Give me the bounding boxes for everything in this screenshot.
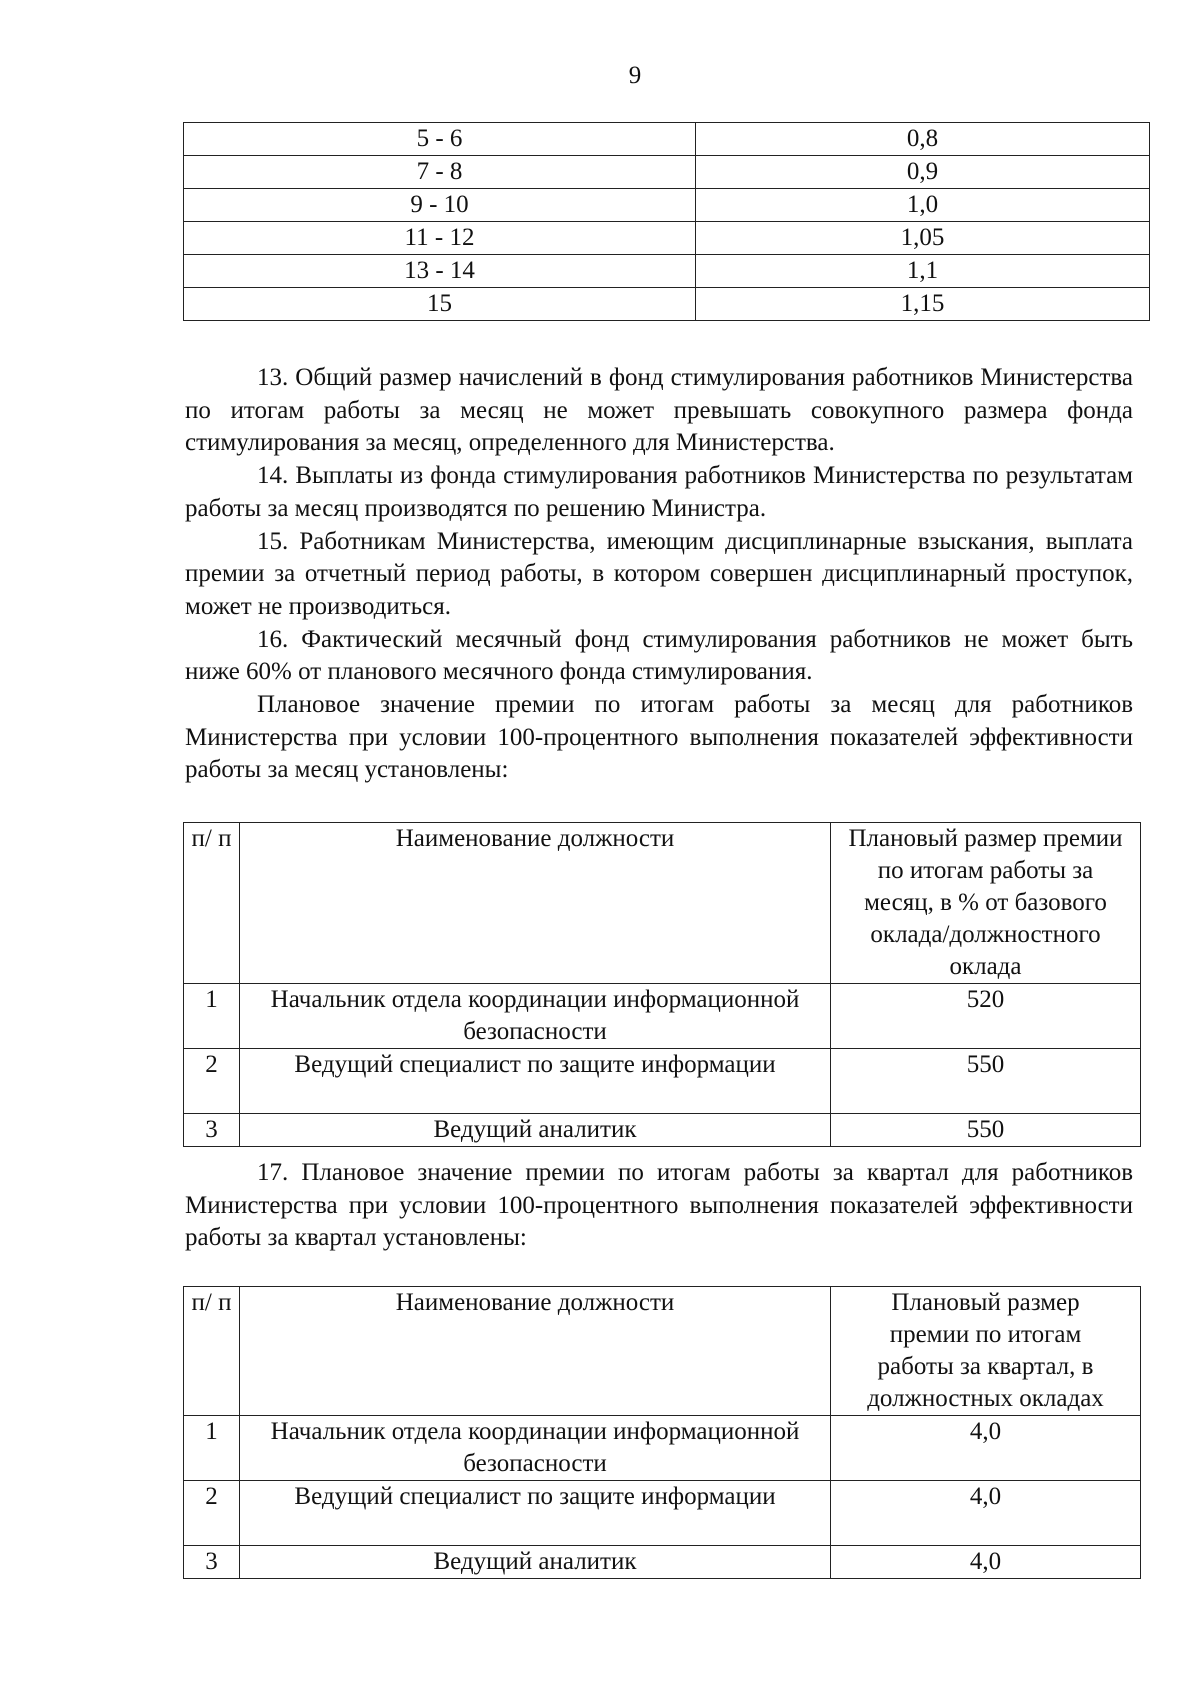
table-row	[184, 1481, 1141, 1546]
page-number: 9	[628, 62, 642, 89]
table-row	[184, 222, 1150, 255]
row-position: Ведущий специалист по защите информации	[240, 1049, 831, 1114]
paragraph-13: 13. Общий размер начислений в фонд стимулирования работников Министерства по итогам работы за месяц не может превышать совокупного размера фонда стимулирования за месяц, определенного для Министерства.	[185, 364, 1133, 457]
row-number: 2	[184, 1481, 240, 1546]
table-row	[184, 1546, 1141, 1579]
header-bonus: Плановый размер премии по итогам работы за квартал, в должностных окладах	[831, 1287, 1141, 1416]
paragraph-17: 17. Плановое значение премии по итогам работы за квартал для работников Министерства при условии 100-процентного выполнения показателей эффективности работы за квартал установлены:	[185, 1159, 1133, 1252]
header-position: Наименование должности	[240, 1287, 831, 1416]
row-number: 3	[184, 1114, 240, 1147]
row-number: 3	[184, 1546, 240, 1579]
row-value: 550	[831, 1114, 1141, 1147]
table-header-row	[184, 1287, 1141, 1416]
row-number: 1	[184, 1416, 240, 1481]
score-range-cell: 9 - 10	[184, 189, 696, 222]
table-row	[184, 1049, 1141, 1114]
coefficient-table	[183, 122, 1150, 321]
quarterly-bonus-table	[183, 1286, 1141, 1579]
body-text-2	[185, 1157, 1133, 1255]
body-text	[185, 362, 1133, 787]
row-position: Ведущий аналитик	[240, 1546, 831, 1579]
table-row	[184, 189, 1150, 222]
row-value: 4,0	[831, 1416, 1141, 1481]
coefficient-cell: 1,0	[696, 189, 1150, 222]
score-range-cell: 5 - 6	[184, 123, 696, 156]
row-number: 1	[184, 984, 240, 1049]
paragraph-14: 14. Выплаты из фонда стимулирования работников Министерства по результатам работы за месяц производятся по решению Министра.	[185, 462, 1133, 522]
row-position: Начальник отдела координации информационной безопасности	[240, 984, 831, 1049]
header-number: п/ п	[184, 1287, 240, 1416]
score-range-cell: 11 - 12	[184, 222, 696, 255]
monthly-bonus-table	[183, 822, 1141, 1147]
header-number: п/ п	[184, 823, 240, 984]
row-position: Ведущий специалист по защите информации	[240, 1481, 831, 1546]
table-row	[184, 1114, 1141, 1147]
coefficient-cell: 0,9	[696, 156, 1150, 189]
coefficient-cell: 1,1	[696, 255, 1150, 288]
paragraph-16: 16. Фактический месячный фонд стимулирования работников не может быть ниже 60% от планового месячного фонда стимулирования.	[185, 625, 1133, 686]
coefficient-cell: 1,05	[696, 222, 1150, 255]
row-value: 4,0	[831, 1481, 1141, 1546]
score-range-cell: 13 - 14	[184, 255, 696, 288]
table-row	[184, 984, 1141, 1049]
monthly-intro-paragraph: Плановое значение премии по итогам работы за месяц для работников Министерства при условии 100-процентного выполнения показателей эффективности работы за месяц установлены:	[185, 691, 1133, 784]
coefficient-cell: 0,8	[696, 123, 1150, 156]
row-position: Начальник отдела координации информационной безопасности	[240, 1416, 831, 1481]
paragraph-15: 15. Работникам Министерства, имеющим дисциплинарные взыскания, выплата премии за отчетный период работы, в котором совершен дисциплинарный проступок, может не производиться.	[185, 527, 1133, 620]
coefficient-cell: 1,15	[696, 288, 1150, 321]
row-value: 520	[831, 984, 1141, 1049]
header-position: Наименование должности	[240, 823, 831, 984]
table-row	[184, 156, 1150, 189]
score-range-cell: 7 - 8	[184, 156, 696, 189]
row-position: Ведущий аналитик	[240, 1114, 831, 1147]
table-row	[184, 288, 1150, 321]
table-row	[184, 255, 1150, 288]
table-row	[184, 123, 1150, 156]
row-value: 4,0	[831, 1546, 1141, 1579]
score-range-cell: 15	[184, 288, 696, 321]
row-value: 550	[831, 1049, 1141, 1114]
table-header-row	[184, 823, 1141, 984]
table-row	[184, 1416, 1141, 1481]
row-number: 2	[184, 1049, 240, 1114]
header-bonus: Плановый размер премии по итогам работы за месяц, в % от базового оклада/должностного оклада	[831, 823, 1141, 984]
